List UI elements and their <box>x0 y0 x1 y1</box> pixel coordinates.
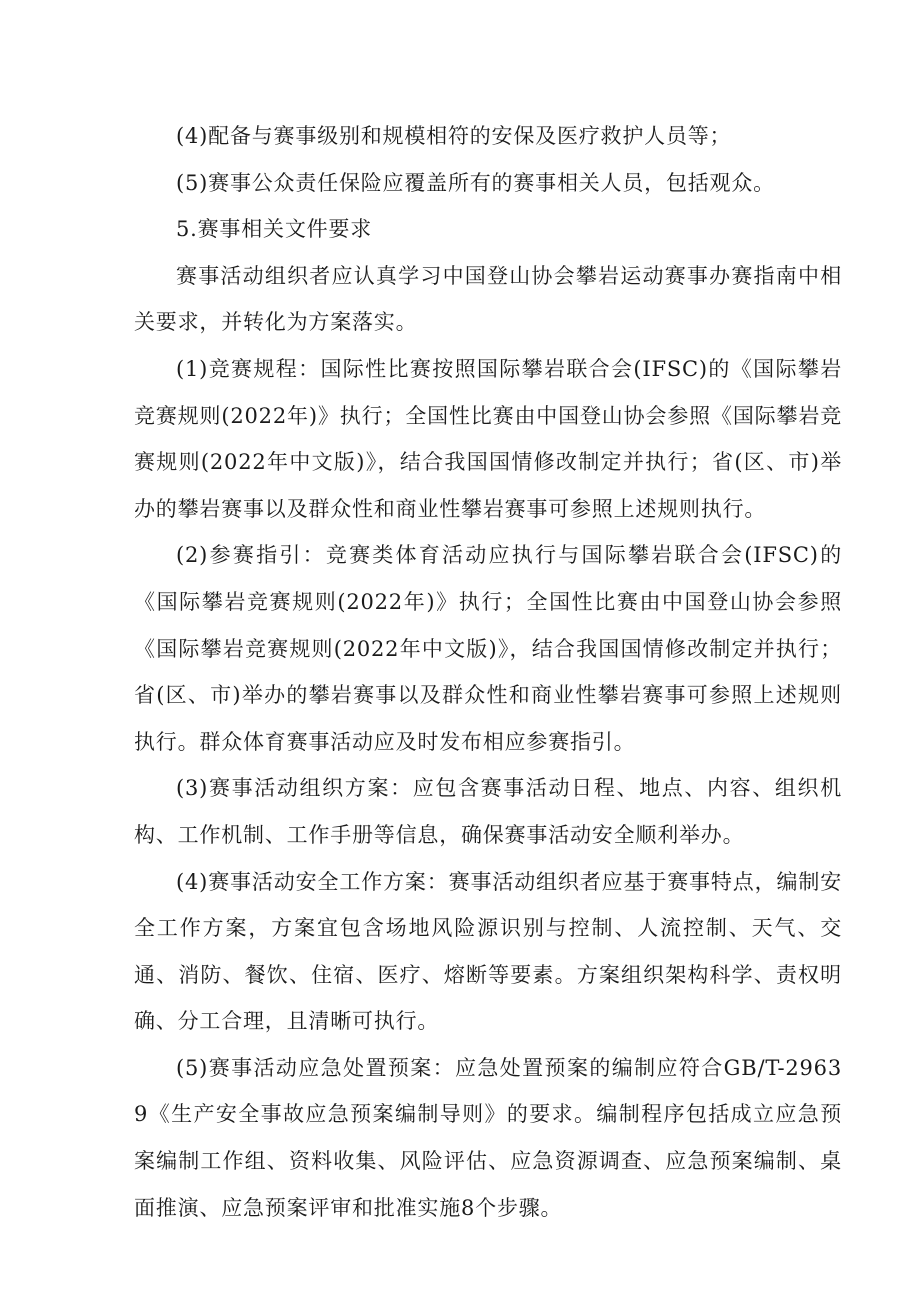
paragraph-competition-rules: (1)竞赛规程：国际性比赛按照国际攀岩联合会(IFSC)的《国际攀岩竞赛规则(2022年)》执行；全国性比赛由中国登山协会参照《国际攀岩竞赛规则(2022年中文版)》，结合我国国情修改制定并执行；省(区、市)举办的攀岩赛事以及群众性和商业性攀岩赛事可参照上述规则执行。 <box>134 356 842 521</box>
paragraph-safety-plan: (4)赛事活动安全工作方案：赛事活动组织者应基于赛事特点，编制安全工作方案，方案宜包含场地风险源识别与控制、人流控制、天气、交通、消防、餐饮、住宿、医疗、熔断等要素。方案组织架构科学、责权明确、分工合理，且清晰可执行。 <box>134 869 842 1034</box>
paragraph-organizer-guidelines: 赛事活动组织者应认真学习中国登山协会攀岩运动赛事办赛指南中相关要求，并转化为方案落实。 <box>134 263 842 335</box>
document-body <box>134 113 842 1231</box>
paragraph-security-medical-staff: (4)配备与赛事级别和规模相符的安保及医疗救护人员等； <box>176 124 732 148</box>
paragraph-participation-guide: (2)参赛指引：竞赛类体育活动应执行与国际攀岩联合会(IFSC)的《国际攀岩竞赛规则(2022年)》执行；全国性比赛由中国登山协会参照《国际攀岩竞赛规则(2022年中文版)》，结合我国国情修改制定并执行；省(区、市)举办的攀岩赛事以及群众性和商业性攀岩赛事可参照上述规则执行。群众体育赛事活动应及时发布相应参赛指引。 <box>134 543 842 754</box>
section-heading-documents: 5.赛事相关文件要求 <box>176 217 373 242</box>
paragraph-liability-insurance: (5)赛事公众责任保险应覆盖所有的赛事相关人员，包括观众。 <box>176 170 775 195</box>
paragraph-organization-plan: (3)赛事活动组织方案：应包含赛事活动日程、地点、内容、组织机构、工作机制、工作手册等信息，确保赛事活动安全顺利举办。 <box>134 776 842 847</box>
paragraph-emergency-plan: (5)赛事活动应急处置预案：应急处置预案的编制应符合GB/T-29639《生产安全事故应急预案编制导则》的要求。编制程序包括成立应急预案编制工作组、资料收集、风险评估、应急资源调查、应急预案编制、桌面推演、应急预案评审和批准实施8个步骤。 <box>134 1055 842 1220</box>
